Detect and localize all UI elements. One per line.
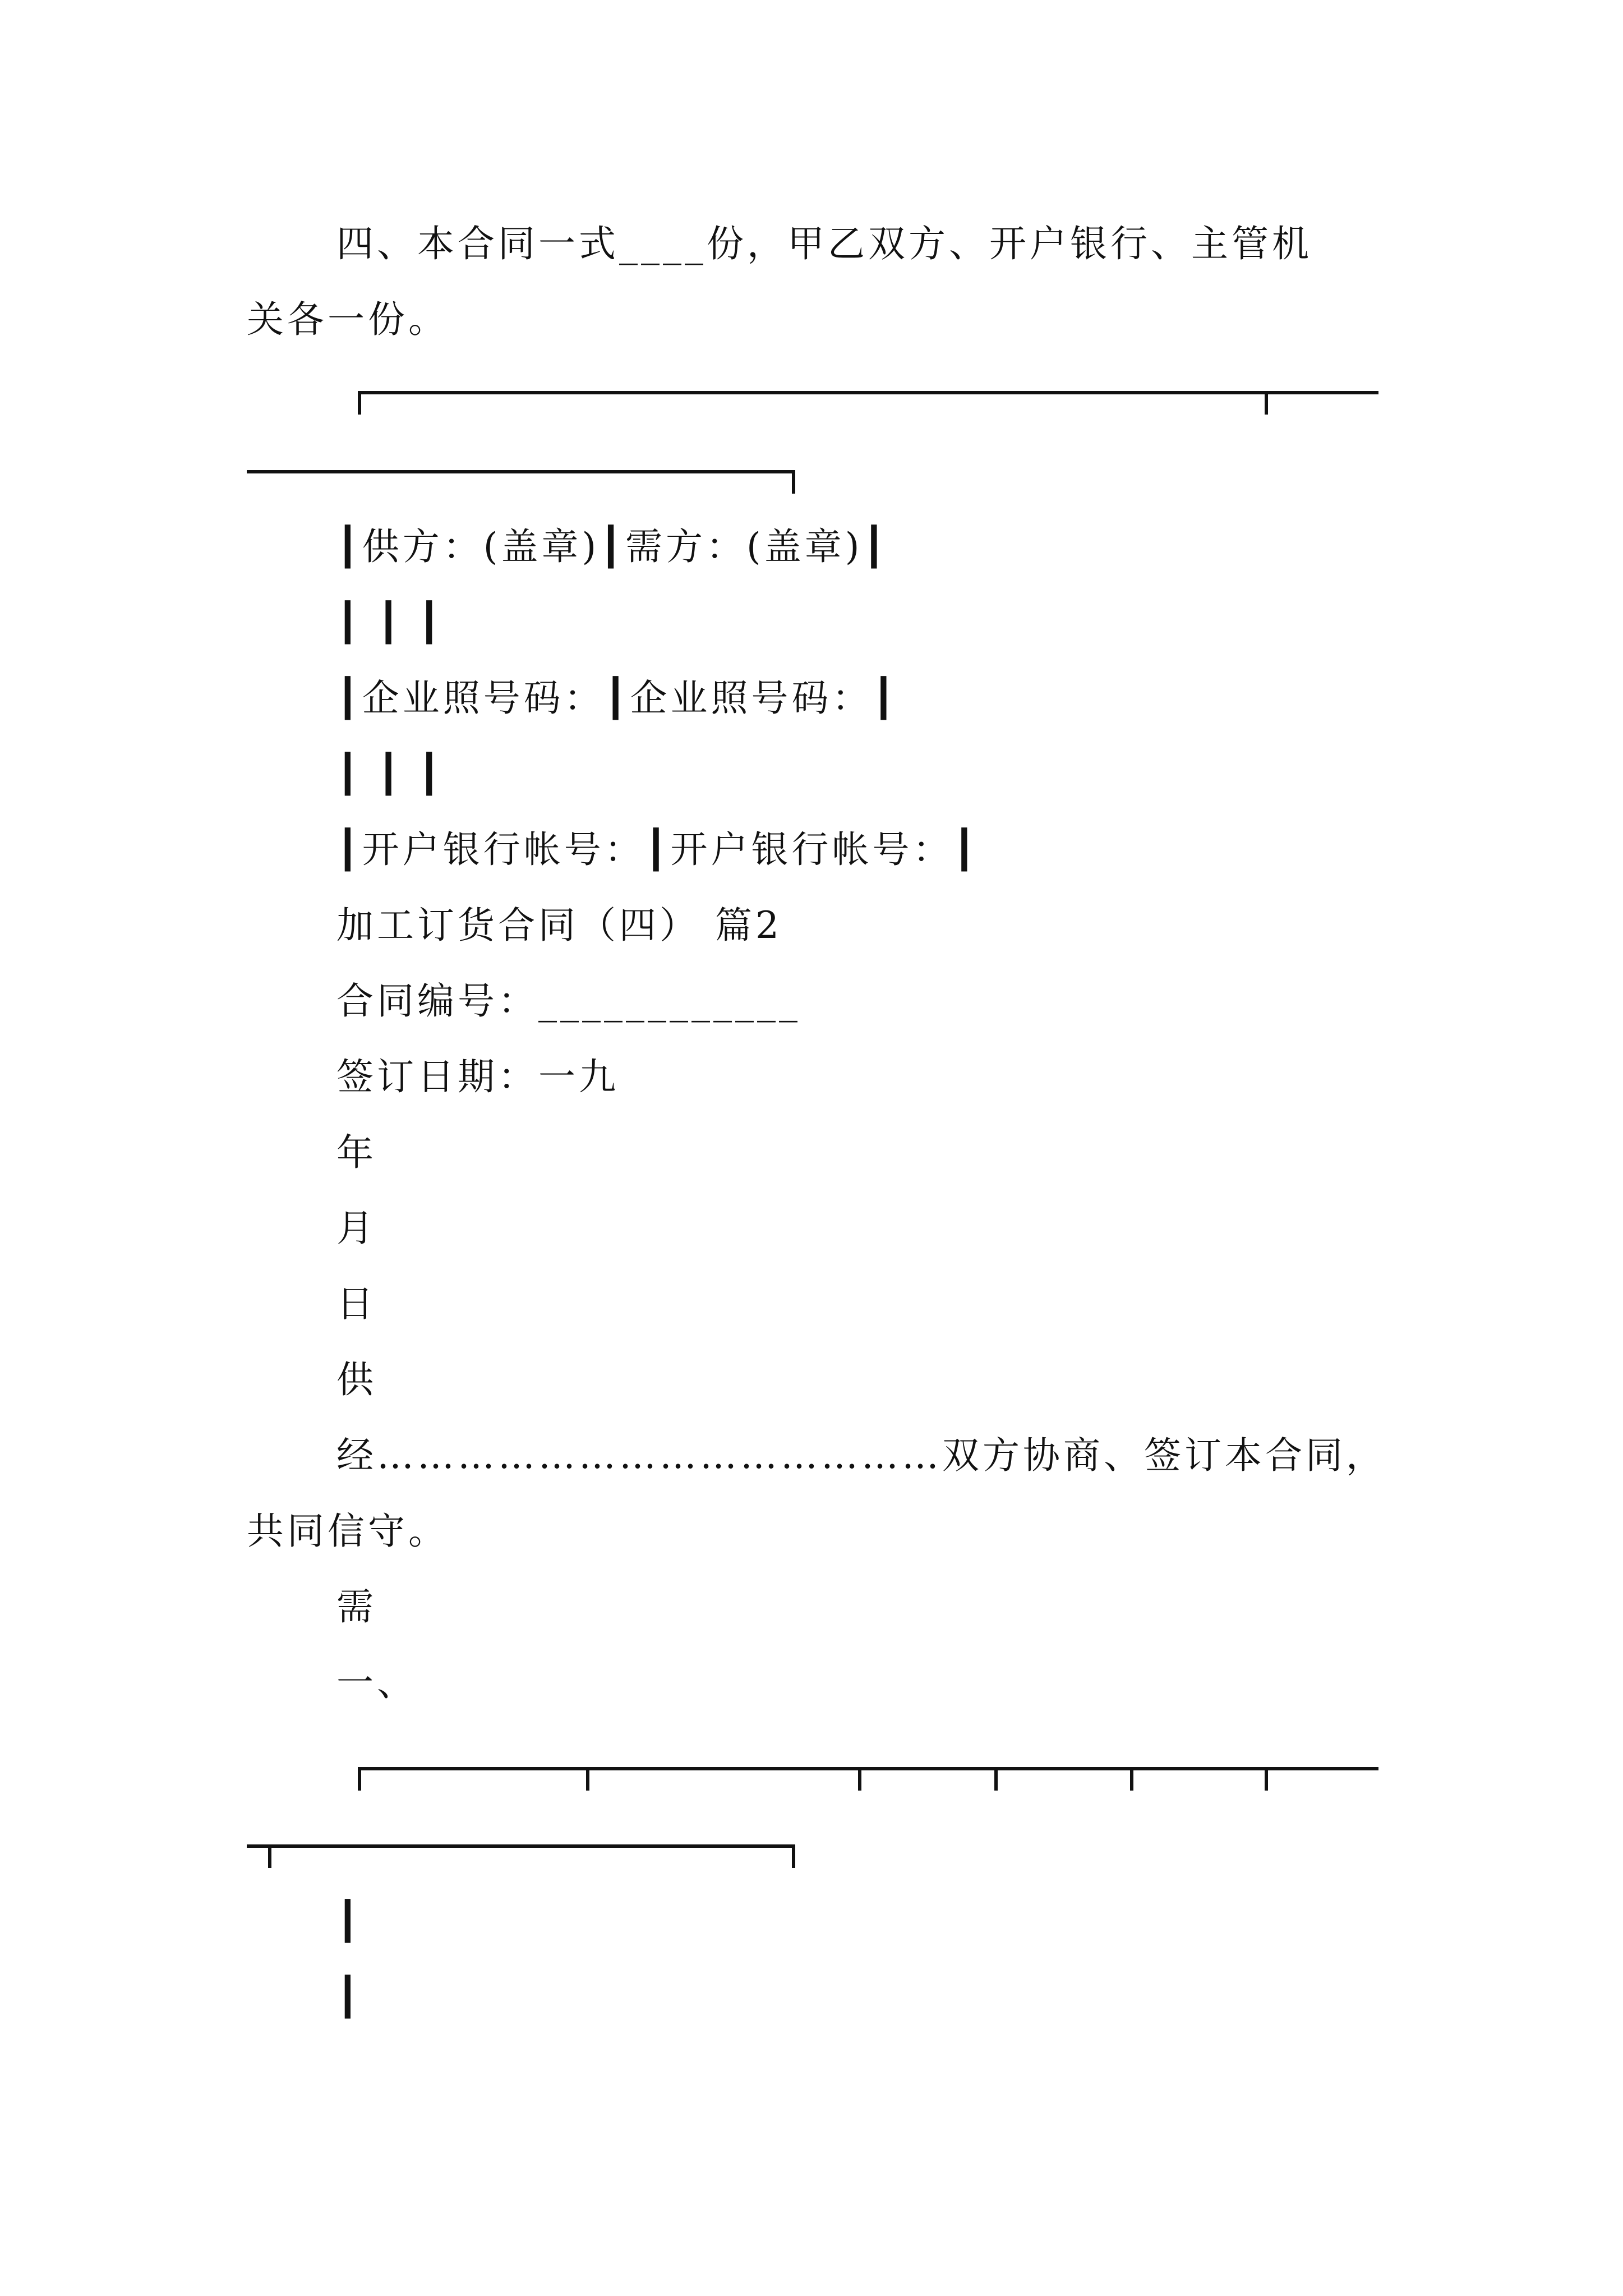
signature-row-5: ┃开户银行帐号：┃开户银行帐号：┃ (336, 828, 979, 871)
supplier-label: 供 (336, 1358, 377, 1401)
date-month: 月 (336, 1207, 377, 1250)
clause-four-line1: 四、本合同一式____份，甲乙双方、开户银行、主管机 (336, 222, 1312, 265)
clause-four-line2: 关各一份。 (247, 298, 449, 341)
agreement-line1: 经……………………………………双方协商、签订本合同， (336, 1434, 1386, 1477)
date-day: 日 (336, 1282, 377, 1326)
item-one: 一、 (336, 1661, 417, 1704)
table-corner-left (358, 391, 361, 415)
table2-tick (586, 1767, 589, 1791)
table2-row-bar: ┃ (336, 1899, 362, 1943)
table2-tick (858, 1767, 861, 1791)
table2-tick (268, 1844, 271, 1868)
table2-corner-left (358, 1767, 361, 1791)
section-title: 加工订货合同（四） 篇2 (336, 904, 782, 947)
table2-tick (1265, 1767, 1268, 1791)
table-tick (1265, 391, 1268, 415)
signature-row-3: ┃企业照号码：┃企业照号码：┃ (336, 677, 898, 720)
date-year: 年 (336, 1131, 377, 1174)
table-top-border-continued (247, 470, 795, 473)
agreement-line2: 共同信守。 (247, 1510, 449, 1553)
signature-row-2: ┃ ┃ ┃ (336, 601, 444, 644)
sign-date: 签订日期：一九 (336, 1055, 619, 1098)
table2-top-border (358, 1767, 1378, 1770)
table2-row-bar: ┃ (336, 1975, 362, 2018)
table-corner-right (792, 470, 795, 494)
table2-top-border-continued (247, 1844, 795, 1848)
table2-corner-right (792, 1844, 795, 1868)
signature-row-4: ┃ ┃ ┃ (336, 752, 444, 795)
table2-tick (1130, 1767, 1133, 1791)
table-top-border (358, 391, 1378, 394)
demander-label: 需 (336, 1585, 377, 1628)
contract-number: 合同编号：____________ (336, 979, 801, 1023)
signature-row-1: ┃供方：(盖章)┃需方：(盖章)┃ (336, 525, 889, 568)
table2-tick (994, 1767, 998, 1791)
